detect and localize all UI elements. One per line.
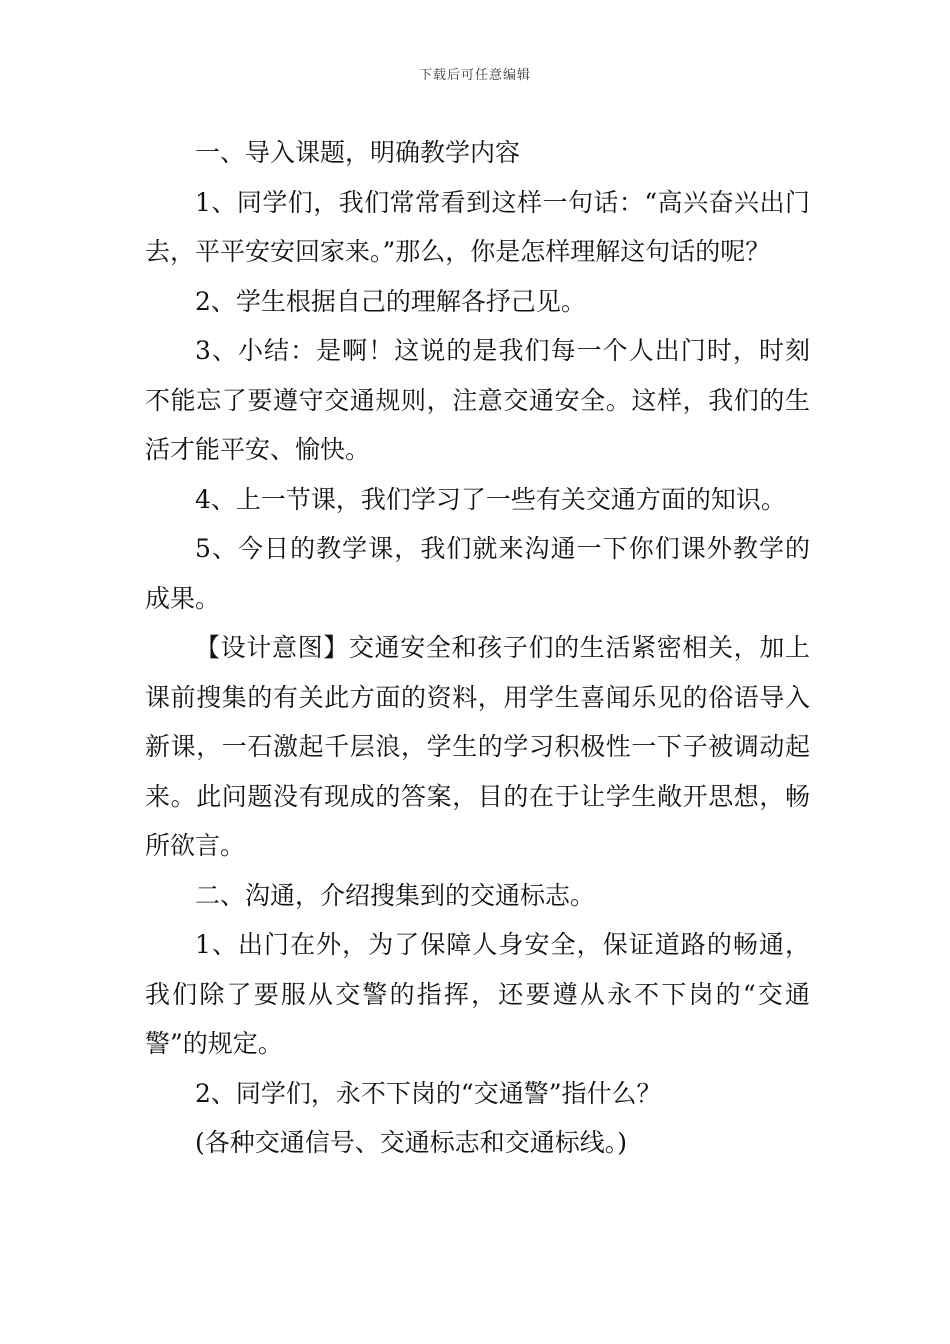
paragraph-item-5: 5、今日的教学课，我们就来沟通一下你们课外教学的成果。 — [145, 534, 810, 613]
paragraph-item-6: 1、出门在外，为了保障人身安全，保证道路的畅通，我们除了要服从交警的指挥，还要遵从永不下岗的“交通警”的规定。 — [145, 930, 810, 1058]
section-heading-signs: 二、沟通，介绍搜集到的交通标志。 — [195, 880, 596, 910]
paragraph-item-2: 2、学生根据自己的理解各抒己见。 — [195, 286, 586, 316]
paragraph-item-7: 2、同学们，永不下岗的“交通警”指什么？ — [195, 1078, 662, 1108]
page-header: 下载后可任意编辑 — [418, 68, 531, 83]
document-body — [145, 128, 810, 1168]
section-heading-intro: 一、导入课题，明确教学内容 — [195, 138, 521, 167]
paragraph-item-1: 1、同学们，我们常常看到这样一句话：“高兴奋兴出门去，平平安安回家来。”那么，你是怎样理解这句话的呢？ — [145, 187, 810, 266]
paragraph-item-4: 4、上一节课，我们学习了一些有关交通方面的知识。 — [195, 484, 786, 514]
design-intent-paragraph: 【设计意图】交通安全和孩子们的生活紧密相关，加上课前搜集的有关此方面的资料，用学生喜闻乐见的俗语导入新课，一石激起千层浪，学生的学习积极性一下子被调动起来。此问题没有现成的答案，目的在于让学生敞开思想，畅所欲言。 — [145, 633, 810, 860]
paragraph-answer: (各种交通信号、交通标志和交通标线。) — [195, 1128, 628, 1157]
paragraph-item-3: 3、小结：是啊！这说的是我们每一个人出门时，时刻不能忘了要遵守交通规则，注意交通安全。这样，我们的生活才能平安、愉快。 — [145, 336, 810, 464]
